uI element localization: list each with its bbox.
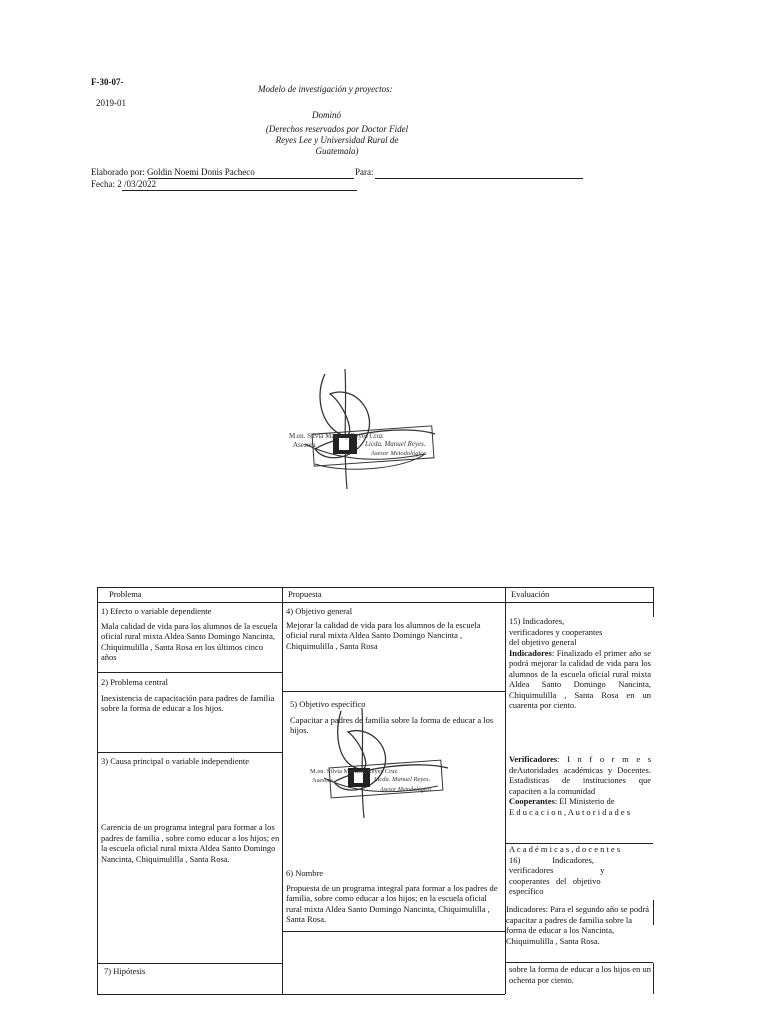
table-header-bottom-border	[97, 602, 653, 603]
s16-title-1: 16) Indicadores,	[509, 854, 594, 865]
model-title: Modelo de investigación y proyectos:	[258, 84, 393, 94]
causa-title: 3) Causa principal o variable independiente	[101, 756, 249, 766]
cell-problema-central	[101, 677, 279, 714]
objetivo-general-body: Mejorar la calidad de vida para los alumnos de la escuela oficial rural mixta Aldea Santo Domingo Nancinta , Chiquimulilla , Santa Rosa	[286, 619, 481, 651]
indicadores-body: : Finalizado el primer año se podrá mejorar la calidad de vida para los alumnos de la escuela oficial rural mixta Aldea Santo Domingo Nancinta, Chiquimulilla , Santa Rosa en un cuarenta por ciento.	[509, 647, 651, 710]
verificadores-text	[509, 754, 651, 796]
cooperantes-line-2: E d u c a c i o n , A u t o r i d a d e s	[509, 806, 631, 817]
s15-title-2: verificadores y cooperantes	[509, 626, 603, 637]
signature-text-3: Licda. Manuel Reyes.	[365, 440, 426, 448]
signature-stamp-table	[306, 706, 456, 821]
domino-title: Dominó	[312, 110, 341, 120]
para-label: Para:	[355, 167, 374, 177]
table-bottom-border-col1	[97, 994, 282, 995]
row-divider-2	[97, 752, 282, 753]
s16-tail: sobre la forma de educar a los hijos en un ochenta por ciento.	[509, 964, 651, 985]
row-divider-1	[97, 672, 282, 673]
signature-scribble-icon	[306, 706, 456, 821]
date-value: /03/2022	[124, 179, 157, 189]
date-label: Fecha: 2	[91, 179, 124, 189]
s16-title-2: verificadores y	[509, 865, 605, 875]
nombre-title: 6) Nombre	[286, 868, 324, 878]
signature-text-2: Asesora	[293, 441, 316, 449]
elaborated-label: Elaborado por:	[91, 167, 147, 177]
cell-causa-body	[101, 822, 281, 864]
header-evaluacion: Evaluación	[511, 589, 550, 599]
table-col2-border	[282, 587, 283, 994]
objetivo-general-title: 4) Objetivo general	[286, 606, 353, 616]
verificadores-body: : I n f o r m e s deAutoridades académicas y Docentes. Estadisticas de instituciones que capaciten a la comunidad	[509, 754, 651, 796]
efecto-title: 1) Efecto o variable dependiente	[101, 606, 212, 616]
cell-efecto	[101, 606, 279, 663]
signature-table-text-1: M.en. Silvia Marleny Reyes Cruz	[310, 768, 398, 775]
cell-hipotesis: 7) Hipótesis	[104, 966, 146, 976]
elaborated-value: Goldin Noemi Donis Pacheco	[146, 167, 255, 177]
row-divider-col3-2	[505, 962, 653, 963]
row-divider-col2-1	[282, 691, 505, 692]
s16-body: Indicadores: Para el segundo año se podrá capacitar a padres de familia sobre la forma de educar a los Nancinta, Chiquimulilla , Santa Rosa.	[506, 904, 650, 946]
table-right-border-mid	[653, 900, 654, 925]
signature-table-text-3: Licda. Manuel Reyes.	[374, 776, 431, 783]
row-divider-col2-2	[282, 931, 505, 932]
rights-notice	[252, 124, 422, 157]
verificadores-label: Verificadores	[509, 754, 558, 764]
indicadores-text	[509, 648, 651, 711]
signature-stamp	[285, 364, 445, 494]
cell-indicadores-general	[509, 616, 651, 711]
rights-line-1: (Derechos reservados por Doctor Fidel	[265, 124, 409, 134]
cooperantes-label: Cooperantes	[509, 796, 555, 806]
elaborated-underline	[148, 178, 354, 179]
date-underline	[122, 190, 357, 191]
row-divider-3	[97, 963, 282, 964]
s16-title-3: cooperantes del objetivo	[509, 875, 601, 886]
signature-text-1: M.en. Silvia Marleny Reyes Cruz	[289, 432, 384, 440]
cell-indicadores-especifico	[509, 844, 655, 897]
problema-central-body: Inexistencia de capacitación para padres de familia sobre la forma de educar a los hijos.	[101, 692, 275, 713]
table-left-border	[97, 587, 98, 994]
signature-table-text-2: Asesora	[312, 777, 333, 784]
para-underline	[375, 178, 583, 179]
efecto-body: Mala calidad de vida para los alumnos de la escuela oficial rural mixta Aldea Santo Domingo Nancinta, Chiquimulilla , Santa Rosa en los últimos cinco años	[101, 620, 278, 662]
cell-indicadores-especifico-body	[506, 904, 652, 946]
rights-line-2: Reyes Lee y Universidad Rural de	[275, 135, 399, 145]
s15-title-1: 15) Indicadores,	[509, 616, 565, 626]
objetivo-especifico-title: 5) Objetivo específico	[290, 699, 366, 709]
causa-body: Carencia de un programa integral para formar a los padres de familia , sobre como educar a los hijos; en la escuela oficial rural mixta Aldea Santo Domingo Nancinta, Chiquimulilla , Santa Rosa.	[101, 822, 280, 864]
form-code: F-30-07-	[91, 77, 124, 87]
cooperantes-line-3: A c a d é m i c a s , d o c e n t e s	[509, 844, 621, 854]
objetivo-especifico-body: Capacitar a padres de familia sobre la forma de educar a los hijos.	[290, 714, 494, 735]
signature-scribble-icon	[285, 364, 445, 494]
cell-verificadores	[509, 754, 651, 817]
s15-title-3: del objetivo general	[509, 637, 577, 647]
form-year: 2019-01	[96, 98, 126, 108]
table-bottom-border-col2	[282, 994, 505, 995]
problema-central-title: 2) Problema central	[101, 677, 169, 687]
table-top-border	[97, 587, 653, 588]
header-propuesta: Propuesta	[288, 589, 322, 599]
cell-objetivo-general	[286, 606, 500, 651]
cell-causa	[101, 756, 279, 767]
date-field	[91, 179, 156, 190]
indicadores-label: Indicadores	[509, 647, 552, 658]
cell-indicadores-tail	[509, 964, 651, 985]
cooperantes-body: : El Ministerio de	[554, 796, 615, 806]
table-right-border-top	[653, 587, 654, 617]
signature-text-4: Asesor Metodológico	[371, 450, 427, 457]
rights-line-3: Guatemala)	[315, 146, 359, 156]
header-problema: Problema	[109, 589, 142, 599]
signature-table-text-4: Asesor Metodológico	[380, 787, 432, 793]
table-right-border-bottom	[653, 963, 654, 994]
nombre-body: Propuesta de un programa integral para formar a los padres de familia, sobre como educar a los hijos; en la escuela oficial rural mixta Aldea Santo Domingo Nancinta, Chiquimulilla , Santa Rosa.	[286, 882, 498, 924]
elaborated-by	[91, 167, 255, 178]
cooperantes-text	[509, 796, 651, 807]
cell-nombre	[286, 868, 500, 925]
s16-title-4: específico	[509, 886, 544, 896]
